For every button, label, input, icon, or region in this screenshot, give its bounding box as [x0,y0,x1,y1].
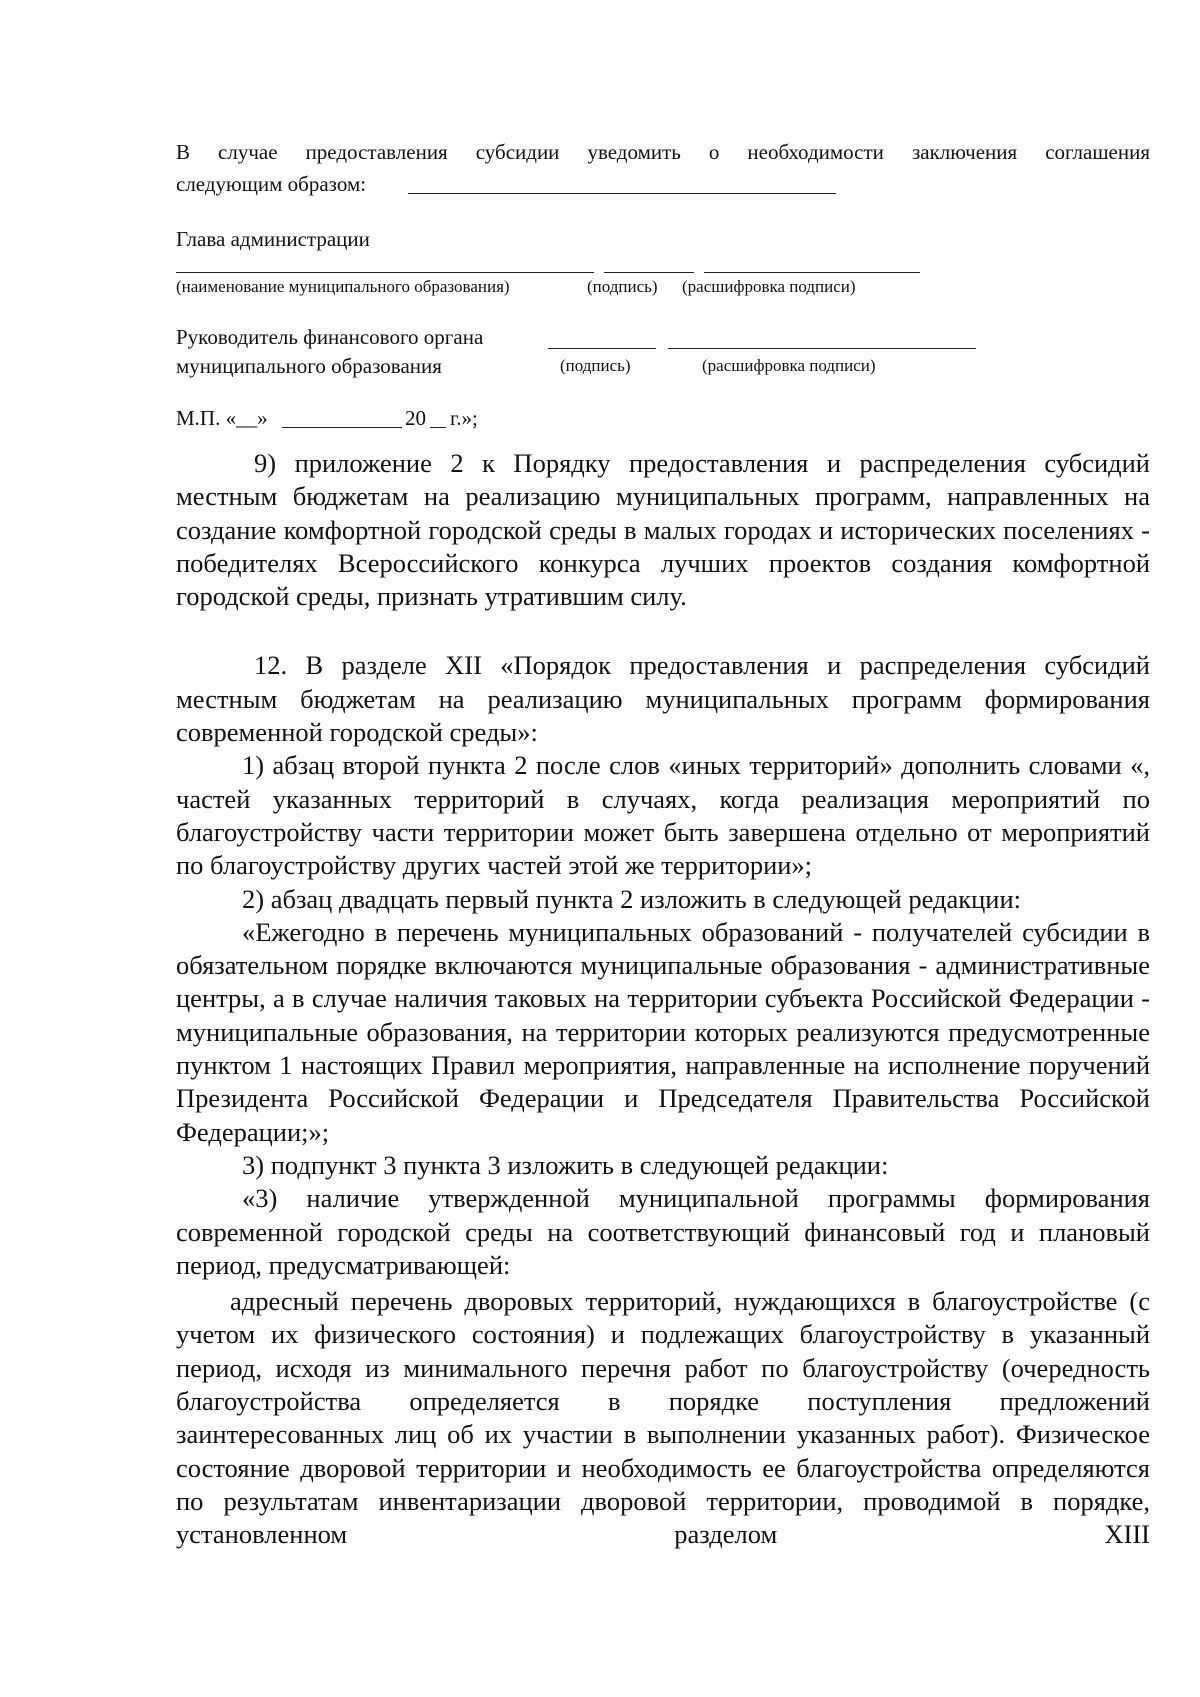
head-signature-fill-line[interactable] [604,272,694,273]
notify-text-line2: следующим образом: [176,172,367,196]
paragraph-sub-3: 3) подпункт 3 пункта 3 изложить в следующей редакции: [242,1149,889,1180]
stamp-year-prefix: 20 [405,406,426,430]
paragraph-sub-2-text: «Ежегодно в перечень муниципальных образований - получателей субсидии в обязательном порядке включаются муниципальные образования - административные центры, а в случае наличия таковых на территории субъекта Российской Федерации - муниципальные образования, на территории которых реализуются предусмотренные пунктом 1 настоящих Правил мероприятия, направленные на исполнение поручений Президента Российской Федерации и Председателя Правительства Российской Федерации;»; [176,916,1150,1147]
finance-title-line1: Руководитель финансового органа [176,325,484,349]
date-month-fill-line[interactable] [282,427,402,428]
paragraph-sub-3-text: «3) наличие утвержденной муниципальной программы формирования современной городской среды на соответствующий финансовый год и плановый период, предусматривающей: [176,1183,1150,1280]
finance-signature-fill-line[interactable] [548,348,656,349]
caption-head-decoding: (расшифровка подписи) [682,277,856,296]
finance-decoding-fill-line[interactable] [668,348,976,349]
paragraph-item-12: 12. В разделе XII «Порядок предоставления и распределения субсидий местным бюджетам на реализацию муниципальных программ формирования современной городской среды»: [176,650,1150,748]
notify-text-line1: В случае предоставления субсидии уведомить о необходимости заключения соглашения [176,140,1150,164]
document-body [176,447,1150,1552]
stamp-year-suffix: г.»; [450,406,478,430]
caption-finance-signature: (подпись) [560,356,631,375]
head-title: Глава администрации [176,227,370,251]
municipality-fill-line[interactable] [176,272,594,273]
paragraph-sub-2: 2) абзац двадцать первый пункта 2 изложить в следующей редакции: [242,883,1022,914]
caption-finance-decoding: (расшифровка подписи) [702,356,876,375]
finance-title-line2: муниципального образования [176,354,442,378]
caption-municipality: (наименование муниципального образования) [176,277,510,296]
paragraph-sub-1: 1) абзац второй пункта 2 после слов «иных территорий» дополнить словами «, частей указанных территорий в случаях, когда реализация мероприятий по благоустройству части территории может быть завершена отдельно от мероприятий по благоустройству других частей этой же территории»; [176,750,1150,881]
paragraph-address-list: адресный перечень дворовых территорий, нуждающихся в благоустройстве (с учетом их физического состояния) и подлежащих благоустройству в указанный период, исходя из минимального перечня работ по благоустройству (очередность благоустройства определяется в порядке поступления предложений заинтересованных лиц об их участии в выполнении указанных работ). Физическое состояние дворовой территории и необходимость ее благоустройства определяются по результатам инвентаризации дворовой территории, проводимой в порядке, установленном разделом XIII [176,1286,1150,1550]
notify-fill-line[interactable] [408,193,836,194]
head-decoding-fill-line[interactable] [704,272,920,273]
date-year-fill-line[interactable] [430,427,446,428]
stamp-mp: М.П. «__» [176,406,268,430]
caption-head-signature: (подпись) [587,277,658,296]
paragraph-item-9: 9) приложение 2 к Порядку предоставления и распределения субсидий местным бюджетам на реализацию муниципальных программ, направленных на создание комфортной городской среды в малых городах и исторических поселениях - победителях Всероссийского конкурса лучших проектов создания комфортной городской среды, признать утратившим силу. [176,448,1150,612]
